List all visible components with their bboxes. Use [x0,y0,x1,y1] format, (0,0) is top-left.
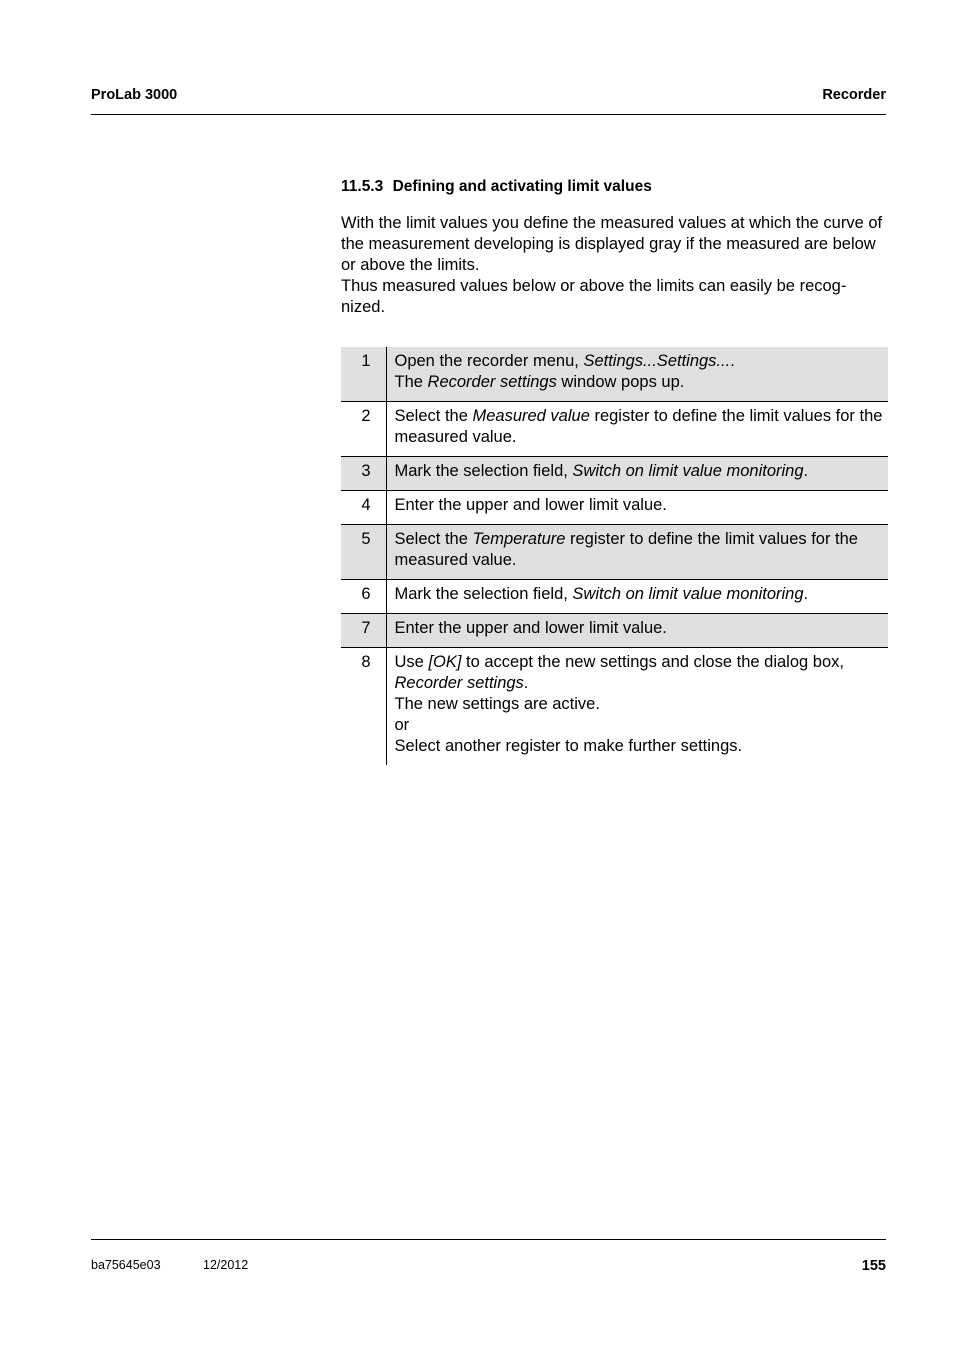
page-header [91,86,886,115]
step-text [386,347,888,402]
step-row [341,347,888,402]
header-chapter: Recorder [822,87,886,103]
step-text [386,614,888,648]
step-text [386,648,888,766]
step-row [341,648,888,766]
step-line: Select the Temperature register to define the limit values for the measured value. [394,530,858,569]
step-text [386,402,888,457]
section-title: Defining and activating limit values [392,178,652,195]
step-line: Mark the selection field, Switch on limit value monitoring. [394,462,809,480]
step-row [341,457,888,491]
step-line: The new settings are active. [394,695,600,713]
step-line: Enter the upper and lower limit value. [394,496,667,514]
step-line: Use [OK] to accept the new settings and close the dialog box, Recorder settings. [394,653,844,692]
intro-text [341,213,886,318]
step-number: 1 [341,347,386,402]
intro-paragraph-2: Thus measured values below or above the limits can easily be recog-nized. [341,277,847,316]
step-line: or [394,716,410,734]
step-line: Open the recorder menu, Settings...Settings.... [394,352,735,370]
step-text [386,580,888,614]
intro-paragraph-1: With the limit values you define the measured values at which the curve of the measurement developing is displayed gray if the measured are below or above the limits. [341,214,883,274]
step-number: 4 [341,491,386,525]
page-footer [91,1239,886,1274]
step-row [341,614,888,648]
step-row [341,491,888,525]
footer-doc-id: ba75645e03 [91,1258,161,1272]
step-line: Select the Measured value register to define the limit values for the measured value. [394,407,883,446]
step-number: 8 [341,648,386,766]
step-number: 3 [341,457,386,491]
step-line: The Recorder settings window pops up. [394,373,685,391]
step-line: Enter the upper and lower limit value. [394,619,667,637]
step-row [341,525,888,580]
step-number: 7 [341,614,386,648]
step-number: 2 [341,402,386,457]
step-text [386,457,888,491]
section-number: 11.5.3 [341,178,384,195]
step-row [341,402,888,457]
step-number: 5 [341,525,386,580]
section-heading [341,178,652,196]
header-product: ProLab 3000 [91,87,178,103]
steps-table [341,347,888,765]
step-line: Mark the selection field, Switch on limit value monitoring. [394,585,809,603]
step-line: Select another register to make further settings. [394,737,743,755]
step-row [341,580,888,614]
step-text [386,491,888,525]
footer-date: 12/2012 [203,1258,249,1272]
step-number: 6 [341,580,386,614]
page-number: 155 [861,1258,886,1274]
step-text [386,525,888,580]
